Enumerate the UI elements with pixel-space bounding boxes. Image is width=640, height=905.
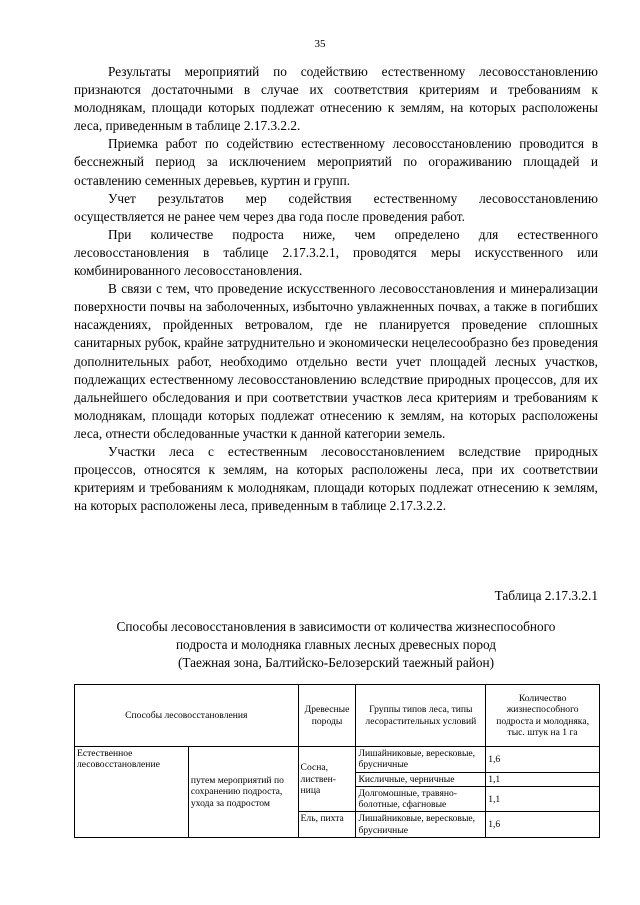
quantity-cell: 1,6 [486, 747, 600, 773]
forest-group-cell: Долгомошные, травяно-болотные, сфагновые [356, 786, 486, 812]
header-method: Способы лесовосстановления [75, 685, 299, 747]
forest-group-cell: Кисличные, черничные [356, 772, 486, 786]
reforestation-table [74, 684, 600, 838]
paragraph-undergrowth: При количестве подроста ниже, чем определено для естественного лесовосстановления в таблице 2.17.3.2.1, проводятся меры искусственного или комбинированного лесовосстановления. [74, 226, 598, 279]
table-caption [74, 618, 598, 672]
method-main-cell: Естественное лесовосстановление [75, 747, 189, 838]
paragraph-natural-processes: В связи с тем, что проведение искусственного лесовосстановления и минерализации поверхности почвы на заболоченных, избыточно увлажненных почвах, а также в погибших насаждениях, пройденных ветровалом, где не планируется проведение сплошных санитарных рубок, крайне затруднительно и экономически нецелесообразно без проведения дополнительных работ, необходимо отдельно вести учет площадей лесных участков, подлежащих естественному лесовосстановлению вследствие природных процессов, для их дальнейшего обследования и при соответствии участков леса критериям и требованиям к молоднякам, площади которых подлежат отнесению к землям, на которых расположены леса, отнести обследованные участки к данной категории земель. [74, 281, 598, 441]
header-quantity: Количество жизнеспособного подроста и молодняка, тыс. штук на 1 га [486, 685, 600, 747]
table-caption-line: подроста и молодняка главных лесных древесных пород [175, 637, 497, 652]
forest-group-cell: Лишайниковые, вересковые, брусничные [356, 812, 486, 838]
table-row [75, 747, 600, 773]
table-number: Таблица 2.17.3.2.1 [494, 588, 598, 603]
table-header-row [75, 685, 600, 747]
page-number: 35 [314, 38, 326, 50]
paragraph-acceptance: Приемка работ по содействию естественному лесовосстановлению проводится в бесснежный период за исключением мероприятий по огораживанию площадей и оставлению семенных деревьев, куртин и групп. [74, 136, 598, 188]
paragraph-results: Результаты мероприятий по содействию естественному лесовосстановлению признаются достаточными в случае их соответствия критериям и требованиям к молоднякам, площади которых подлежат отнесению к землям, на которых расположены леса, приведенным в таблице 2.17.3.2.2. [74, 64, 598, 134]
species-spruce-cell: Ель, пихта [298, 812, 356, 838]
paragraph-accounting: Учет результатов мер содействия естественному лесовосстановлению осуществляется не ранее чем через два года после проведения работ. [74, 190, 598, 224]
species-pine-cell: Сосна, листвен-ница [298, 747, 356, 812]
quantity-cell: 1,6 [486, 812, 600, 838]
paragraph-forest-plots: Участки леса с естественным лесовосстановлением вследствие природных процессов, относятся к землям, на которых расположены леса, при их соответствии критериям и требованиям к молоднякам, площади которых подлежат отнесению к землям, на которых расположены леса, приведенным в таблице 2.17.3.2.2. [74, 443, 598, 514]
quantity-cell: 1,1 [486, 786, 600, 812]
table-caption-line: Способы лесовосстановления в зависимости от количества жизнеспособного [116, 619, 556, 634]
header-groups: Группы типов леса, типы лесорастительных условий [356, 685, 486, 747]
method-sub-cell: путем мероприятий по сохранению подроста, ухода за подростом [188, 747, 298, 838]
forest-group-cell: Лишайниковые, вересковые, брусничные [356, 747, 486, 773]
body-text [74, 63, 598, 515]
table-caption-line: (Таежная зона, Балтийско-Белозерский таежный район) [177, 655, 495, 670]
header-species: Древесные породы [298, 685, 356, 747]
quantity-cell: 1,1 [486, 772, 600, 786]
